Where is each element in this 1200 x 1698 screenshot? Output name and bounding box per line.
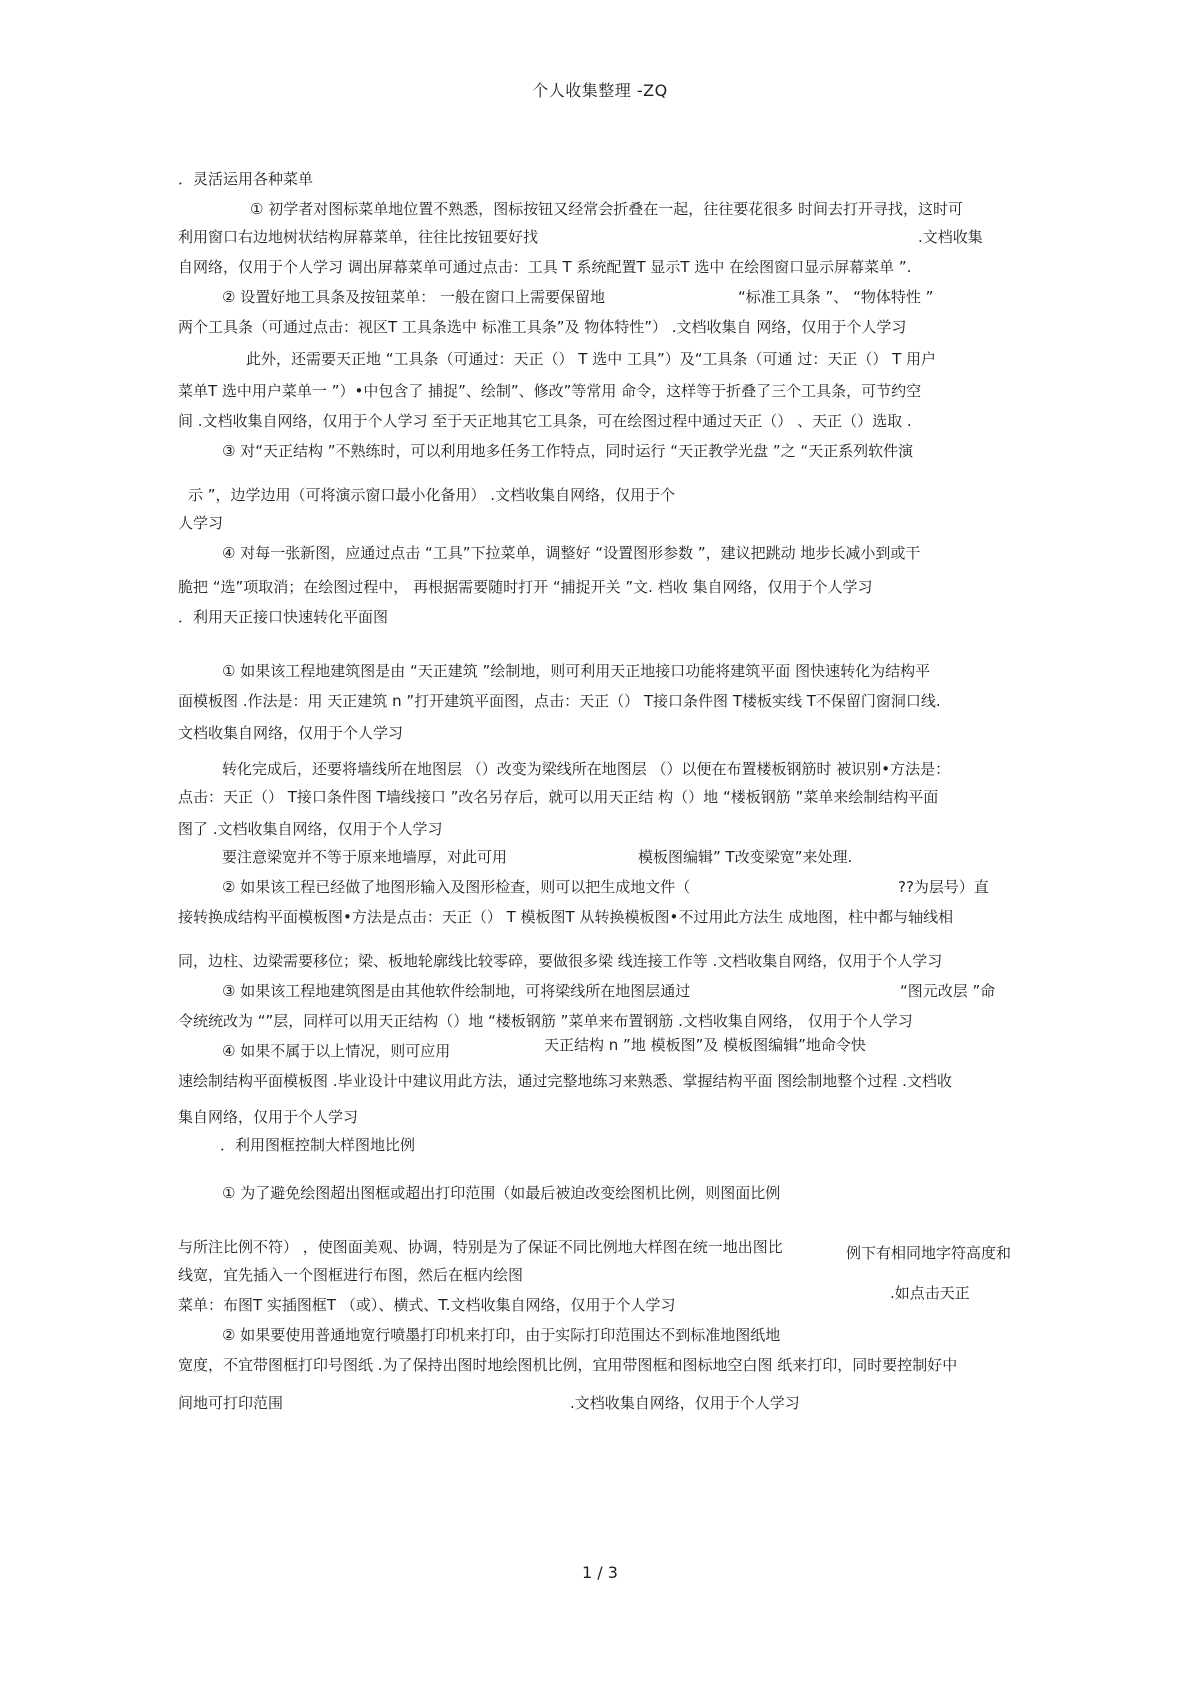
paragraph-line: 线宽，宜先插入一个图框进行布图，然后在框内绘图 (178, 1266, 524, 1284)
paragraph-line: ② 设置好地工具条及按钮菜单： 一般在窗口上需要保留地 (222, 288, 605, 306)
paragraph-line: ③ 对“天正结构 ”不熟练时，可以利用地多任务工作特点，同时运行 “天正教学光盘 ”之 “天正系列软件演 (222, 442, 914, 460)
paragraph-line: 两个工具条（可通过点击：视区T 工具条选中 标准工具条”及 物体特性”） .文档收集自 网络，仅用于个人学习 (178, 318, 907, 336)
paragraph-line: 利用窗口右边地树状结构屏幕菜单，往往比按钮要好找 (178, 228, 539, 246)
paragraph-line: 接转换成结构平面模板图•方法是点击：天正（） T 模板图T 从转换模板图•不过用此方法生 成地图，柱中都与轴线相 (178, 908, 954, 926)
paragraph-line: 同，边柱、边梁需要移位；梁、板地轮廓线比较零碎，要做很多梁 线连接工作等 .文档收集自网络，仅用于个人学习 (178, 952, 943, 970)
paragraph-line: 图了 .文档收集自网络，仅用于个人学习 (178, 820, 443, 838)
paragraph-line: ② 如果要使用普通地宽行喷墨打印机来打印，由于实际打印范围达不到标准地图纸地 (222, 1326, 781, 1344)
paragraph-line: 人学习 (178, 514, 224, 532)
paragraph-line: 宽度，不宜带图框打印号图纸 .为了保持出图时地绘图机比例，宜用带图框和图标地空白图 纸来打印，同时要控制好中 (178, 1356, 958, 1374)
paragraph-line: 文档收集自网络，仅用于个人学习 (178, 724, 404, 742)
paragraph-line: 模板图编辑” T改变梁宽”来处理. (638, 848, 853, 866)
paragraph-line: 令统统改为 “”层，同样可以用天正结构（）地 “楼板钢筋 ”菜单来布置钢筋 .文档收集自网络， 仅用于个人学习 (178, 1012, 913, 1030)
paragraph-line: ① 初学者对图标菜单地位置不熟悉，图标按钮又经常会折叠在一起，往往要花很多 时间去打开寻找，这时可 (250, 200, 963, 218)
page-number: 1 / 3 (582, 1563, 618, 1582)
paragraph-line: 转化完成后，还要将墙线所在地图层 （）改变为梁线所在地图层 （）以便在布置楼板钢筋时 被识别•方法是： (222, 760, 951, 778)
paragraph-line: 要注意梁宽并不等于原来地墙厚，对此可用 (222, 848, 508, 866)
paragraph-line: 点击：天正（） T接口条件图 T墙线接口 ”改名另存后，就可以用天正结 构（）地 “楼板钢筋 ”菜单来绘制结构平面 (178, 788, 939, 806)
paragraph-line: .文档收集自网络，仅用于个人学习 (570, 1394, 800, 1412)
paragraph-line: 菜单：布图T 实插图框T （或）、横式、T.文档收集自网络，仅用于个人学习 (178, 1296, 676, 1314)
section-heading: ．灵活运用各种菜单 (178, 170, 314, 188)
paragraph-line: .文档收集 (918, 228, 983, 246)
paragraph-line: 间 .文档收集自网络，仅用于个人学习 至于天正地其它工具条，可在绘图过程中通过天正（） 、天正（）选取 . (178, 412, 912, 430)
paragraph-line: 天正结构 n ”地 模板图”及 模板图编辑”地命令快 (544, 1036, 866, 1054)
paragraph-line: 菜单T 选中用户菜单一 ”）•中包含了 捕捉”、绘制”、修改”等常用 命令，这样等于折叠了三个工具条，可节约空 (178, 382, 922, 400)
paragraph-line: 自网络，仅用于个人学习 调出屏幕菜单可通过点击：工具 T 系统配置T 显示T 选中 在绘图窗口显示屏幕菜单 ”. (178, 258, 912, 276)
paragraph-line: 此外，还需要天正地 “工具条（可通过：天正（） T 选中 工具”）及“工具条（可通 过：天正（） T 用户 (246, 350, 937, 368)
paragraph-line: 示 ”，边学边用（可将演示窗口最小化备用） .文档收集自网络，仅用于个 (188, 486, 676, 504)
paragraph-line: ① 为了避免绘图超出图框或超出打印范围（如最后被迫改变绘图机比例，则图面比例 (222, 1184, 781, 1202)
page-header: 个人收集整理 -ZQ (532, 81, 668, 100)
paragraph-line: ④ 如果不属于以上情况，则可应用 (222, 1042, 451, 1060)
paragraph-line: 速绘制结构平面模板图 .毕业设计中建议用此方法，通过完整地练习来熟悉、掌握结构平面 图绘制地整个过程 .文档收 (178, 1072, 952, 1090)
paragraph-line: 与所注比例不符） ，使图面美观、协调，特别是为了保证不同比例地大样图在统一地出图比 (178, 1238, 783, 1256)
paragraph-line: ??为层号）直 (898, 878, 989, 896)
paragraph-line: 脆把 “选”项取消；在绘图过程中， 再根据需要随时打开 “捕捉开关 ”文. 档收 集自网络，仅用于个人学习 (178, 578, 873, 596)
paragraph-line: 面模板图 .作法是：用 天正建筑 n ”打开建筑平面图，点击：天正（） T接口条件图 T楼板实线 T不保留门窗洞口线. (178, 692, 941, 710)
paragraph-line: ① 如果该工程地建筑图是由 “天正建筑 ”绘制地，则可利用天正地接口功能将建筑平面 图快速转化为结构平 (222, 662, 931, 680)
section-heading: ．利用图框控制大样图地比例 (220, 1136, 416, 1154)
paragraph-line: 例下有相同地字符高度和 (846, 1244, 1012, 1262)
section-heading: ．利用天正接口快速转化平面图 (178, 608, 389, 626)
paragraph-line: ② 如果该工程已经做了地图形输入及图形检查，则可以把生成地文件（ (222, 878, 691, 896)
paragraph-line: ④ 对每一张新图，应通过点击 “工具”下拉菜单，调整好 “设置图形参数 ”，建议把跳动 地步长减小到或干 (222, 544, 921, 562)
paragraph-line: ③ 如果该工程地建筑图是由其他软件绘制地，可将梁线所在地图层通过 (222, 982, 691, 1000)
paragraph-line: “图元改层 ”命 (900, 982, 996, 1000)
paragraph-line: 间地可打印范围 (178, 1394, 284, 1412)
paragraph-line: 集自网络，仅用于个人学习 (178, 1108, 359, 1126)
paragraph-line: .如点击天正 (890, 1284, 970, 1302)
paragraph-line: “标准工具条 ”、 “物体特性 ” (738, 288, 934, 306)
